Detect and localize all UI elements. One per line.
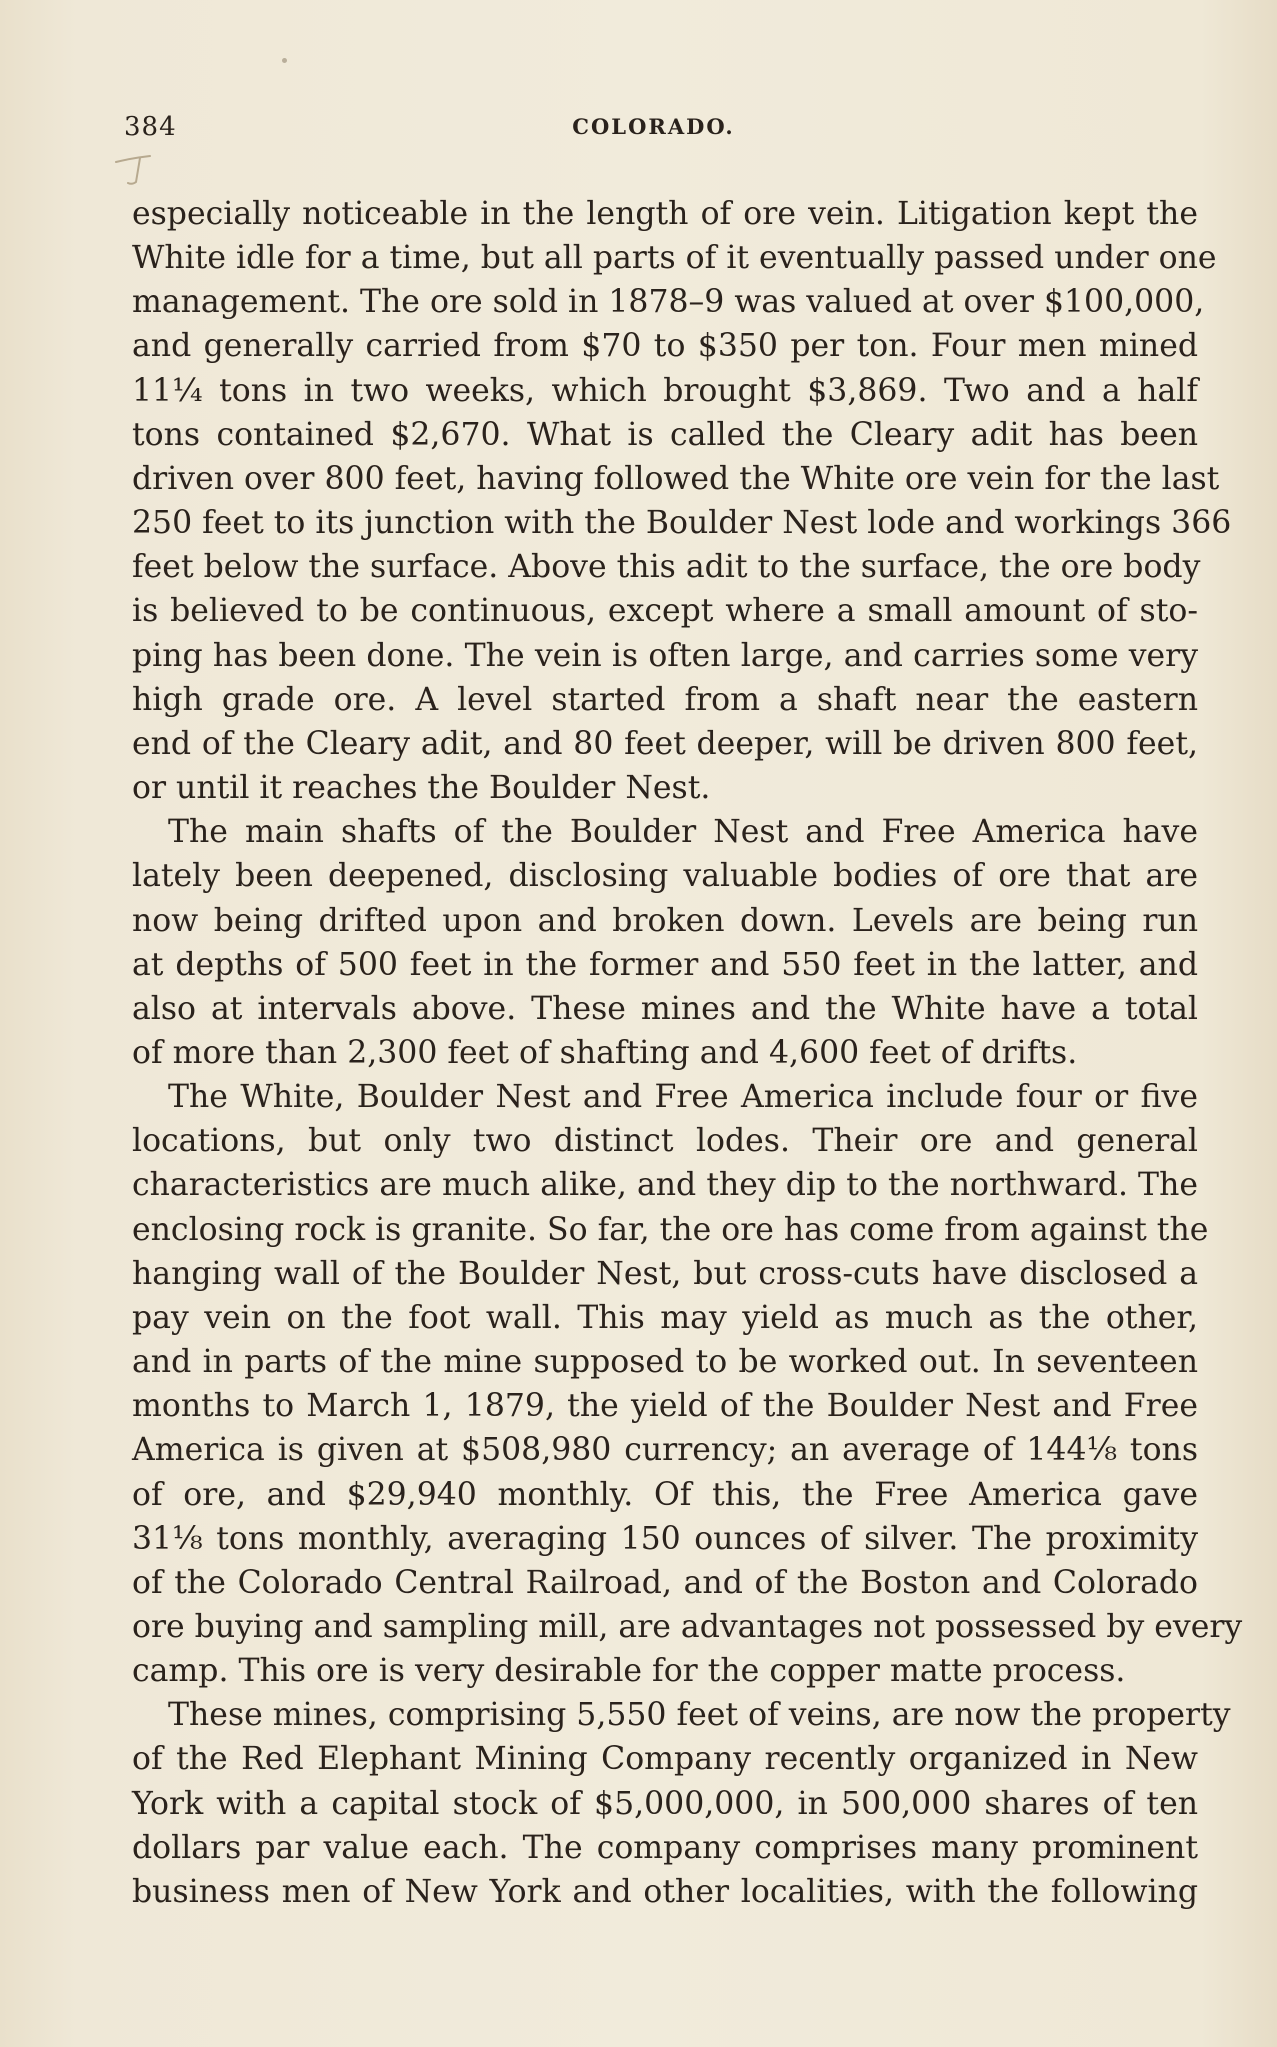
text-line: hanging wall of the Boulder Nest, but cross-cuts have disclosed a	[132, 1255, 1198, 1292]
page-speck	[282, 58, 287, 63]
text-line: pay vein on the foot wall. This may yield as much as the other,	[132, 1299, 1198, 1336]
text-line: and in parts of the mine supposed to be worked out. In seventeen	[132, 1344, 1198, 1381]
text-line: of more than 2,300 feet of shafting and 4,600 feet of drifts.	[132, 1034, 1078, 1071]
text-line: tons contained $2,670. What is called the Cleary adit has been	[132, 416, 1198, 453]
text-line: ore buying and sampling mill, are advantages not possessed by every	[132, 1609, 1243, 1645]
text-line: driven over 800 feet, having followed the White ore vein for the last	[132, 460, 1220, 497]
paragraph	[132, 192, 1232, 810]
text-line: at depths of 500 feet in the former and 550 feet in the latter, and	[132, 946, 1198, 983]
text-line: 250 feet to its junction with the Boulder Nest lode and workings 366	[132, 505, 1232, 542]
text-line: White idle for a time, but all parts of it eventually passed under one	[132, 240, 1217, 277]
text-line: end of the Cleary adit, and 80 feet deeper, will be driven 800 feet,	[132, 725, 1198, 762]
text-line: 11¼ tons in two weeks, which brought $3,869. Two and a half	[132, 372, 1198, 409]
text-line: feet below the surface. Above this adit to the surface, the ore body	[132, 549, 1201, 586]
paragraph	[132, 1693, 1231, 1914]
text-line: The main shafts of the Boulder Nest and Free America have	[168, 814, 1198, 851]
page-number: 384	[124, 112, 177, 142]
text-line: business men of New York and other localities, with the following	[132, 1873, 1198, 1910]
text-line: of ore, and $29,940 monthly. Of this, the Free America gave	[132, 1476, 1198, 1513]
text-line: months to March 1, 1879, the yield of the Boulder Nest and Free	[132, 1388, 1198, 1425]
paragraph	[132, 810, 1198, 1075]
text-line: management. The ore sold in 1878–9 was valued at over $100,000,	[132, 284, 1205, 321]
text-line: characteristics are much alike, and they dip to the northward. The	[132, 1167, 1198, 1204]
text-line: America is given at $508,980 currency; an average of 144⅛ tons	[132, 1432, 1198, 1469]
text-line: also at intervals above. These mines and the White have a total	[132, 990, 1198, 1027]
text-line: 31⅛ tons monthly, averaging 150 ounces of silver. The proximity	[132, 1520, 1198, 1557]
text-line: York with a capital stock of $5,000,000, in 500,000 shares of ten	[132, 1785, 1198, 1822]
text-line: dollars par value each. The company comprises many prominent	[132, 1829, 1198, 1866]
text-line: lately been deepened, disclosing valuable bodies of ore that are	[132, 858, 1198, 895]
running-head: COLORADO.	[572, 114, 735, 139]
text-line: These mines, comprising 5,550 feet of veins, are now the property	[168, 1697, 1231, 1734]
text-line: now being drifted upon and broken down. Levels are being run	[132, 902, 1198, 939]
paragraph	[132, 1075, 1243, 1693]
text-line: or until it reaches the Boulder Nest.	[132, 770, 711, 807]
text-line: locations, but only two distinct lodes. Their ore and general	[132, 1123, 1198, 1160]
text-line: enclosing rock is granite. So far, the ore has come from against the	[132, 1211, 1209, 1248]
text-line: The White, Boulder Nest and Free America include four or five	[168, 1079, 1198, 1116]
pencil-mark-icon	[112, 152, 166, 188]
text-line: and generally carried from $70 to $350 per ton. Four men mined	[132, 328, 1198, 365]
text-line: is believed to be continuous, except where a small amount of sto-	[132, 593, 1198, 630]
text-line: of the Colorado Central Railroad, and of the Boston and Colorado	[132, 1564, 1198, 1601]
text-line: of the Red Elephant Mining Company recently organized in New	[132, 1741, 1198, 1778]
text-line: camp. This ore is very desirable for the copper matte process.	[132, 1653, 1126, 1690]
text-line: especially noticeable in the length of ore vein. Litigation kept the	[132, 196, 1198, 232]
body-text	[132, 192, 1243, 1914]
text-line: ping has been done. The vein is often large, and carries some very	[132, 637, 1198, 674]
text-line: high grade ore. A level started from a shaft near the eastern	[132, 681, 1198, 718]
